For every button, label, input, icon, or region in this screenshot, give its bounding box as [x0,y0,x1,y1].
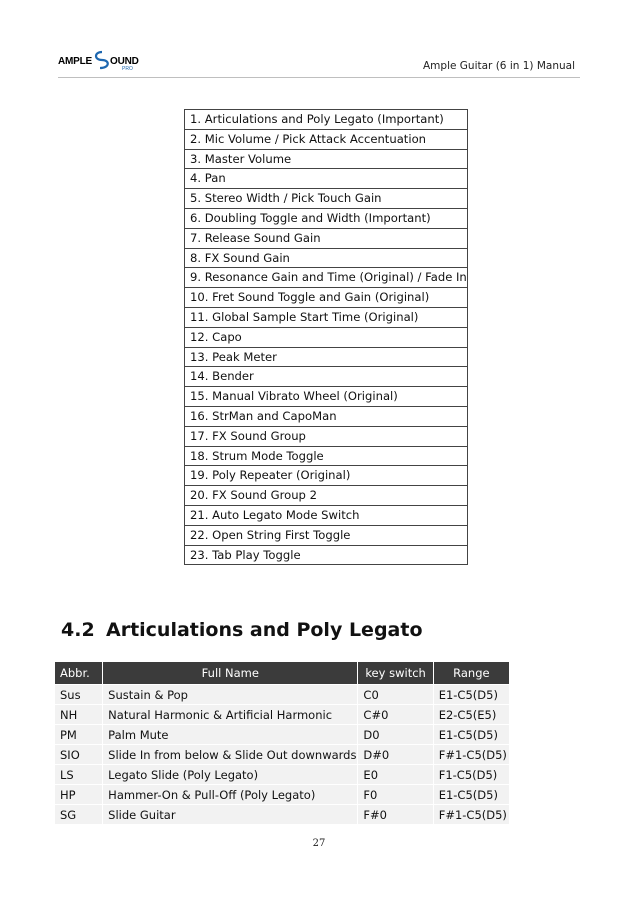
feature-list-item: 22. Open String First Toggle [185,525,468,545]
feature-list-item: 15. Manual Vibrato Wheel (Original) [185,387,468,407]
logo-word-right: OUND [110,56,139,67]
cell-abbr: LS [55,765,103,785]
ample-sound-logo [58,48,144,72]
feature-list-row [185,307,468,327]
table-row [55,785,510,805]
feature-list-item: 19. Poly Repeater (Original) [185,466,468,486]
column-header-abbr: Abbr. [55,662,103,685]
feature-list-item: 12. Capo [185,327,468,347]
logo-s-swoosh [96,52,108,68]
table-header-row [55,662,510,685]
cell-full-name: Legato Slide (Poly Legato) [103,765,358,785]
cell-abbr: NH [55,705,103,725]
feature-list-row [185,129,468,149]
articulations-table-head [55,662,510,685]
feature-list-row [185,446,468,466]
column-header-range: Range [433,662,509,685]
manual-title: Ample Guitar (6 in 1) Manual [423,60,575,72]
feature-list-row [185,149,468,169]
feature-list-row [185,228,468,248]
feature-list-item: 5. Stereo Width / Pick Touch Gain [185,189,468,209]
cell-key-switch: D0 [358,725,433,745]
cell-abbr: PM [55,725,103,745]
header-divider [58,77,580,78]
feature-list-row [185,288,468,308]
cell-full-name: Slide In from below & Slide Out downwards [103,745,358,765]
feature-list-row [185,545,468,565]
cell-range: E1-C5(D5) [433,685,509,705]
feature-list-row [185,486,468,506]
cell-range: E1-C5(D5) [433,785,509,805]
feature-list-row [185,169,468,189]
feature-list-row [185,268,468,288]
table-row [55,725,510,745]
cell-abbr: SG [55,805,103,825]
cell-full-name: Sustain & Pop [103,685,358,705]
table-row [55,765,510,785]
section-heading [61,619,423,641]
logo-word-left: AMPLE [58,56,93,67]
feature-list-row [185,387,468,407]
feature-list-item: 4. Pan [185,169,468,189]
feature-list-row [185,208,468,228]
cell-abbr: HP [55,785,103,805]
feature-list-row [185,189,468,209]
cell-key-switch: D#0 [358,745,433,765]
feature-list-item: 10. Fret Sound Toggle and Gain (Original) [185,288,468,308]
cell-range: F1-C5(D5) [433,765,509,785]
articulations-table [54,661,510,825]
feature-list-row [185,466,468,486]
feature-list-row [185,406,468,426]
feature-list-body [185,110,468,565]
feature-list-item: 3. Master Volume [185,149,468,169]
feature-list-item: 18. Strum Mode Toggle [185,446,468,466]
feature-list-item: 23. Tab Play Toggle [185,545,468,565]
table-row [55,805,510,825]
cell-key-switch: C#0 [358,705,433,725]
articulations-table-body [55,685,510,825]
feature-list-item: 6. Doubling Toggle and Width (Important) [185,208,468,228]
table-row [55,705,510,725]
cell-range: F#1-C5(D5) [433,805,509,825]
feature-list-item: 21. Auto Legato Mode Switch [185,505,468,525]
cell-full-name: Palm Mute [103,725,358,745]
feature-list-item: 17. FX Sound Group [185,426,468,446]
feature-list-item: 7. Release Sound Gain [185,228,468,248]
column-header-full-name: Full Name [103,662,358,685]
cell-key-switch: E0 [358,765,433,785]
feature-list-row [185,426,468,446]
cell-range: F#1-C5(D5) [433,745,509,765]
feature-list-row [185,525,468,545]
feature-list-item: 11. Global Sample Start Time (Original) [185,307,468,327]
cell-key-switch: F0 [358,785,433,805]
feature-list-row [185,505,468,525]
cell-range: E1-C5(D5) [433,725,509,745]
logo-graphic [58,48,144,72]
cell-key-switch: F#0 [358,805,433,825]
feature-list-row [185,347,468,367]
feature-list-table [184,109,468,565]
feature-list-row [185,248,468,268]
feature-list-item: 8. FX Sound Gain [185,248,468,268]
table-row [55,745,510,765]
section-title-text: Articulations and Poly Legato [106,619,423,641]
table-row [55,685,510,705]
feature-list-item: 9. Resonance Gain and Time (Original) / Fade In [185,268,468,288]
feature-list-item: 20. FX Sound Group 2 [185,486,468,506]
page-number: 27 [312,838,326,849]
cell-full-name: Slide Guitar [103,805,358,825]
cell-key-switch: C0 [358,685,433,705]
feature-list-row [185,367,468,387]
feature-list-row [185,327,468,347]
column-header-key-switch: key switch [358,662,433,685]
feature-list-item: 1. Articulations and Poly Legato (Important) [185,110,468,130]
feature-list-item: 2. Mic Volume / Pick Attack Accentuation [185,129,468,149]
cell-range: E2-C5(E5) [433,705,509,725]
feature-list-item: 16. StrMan and CapoMan [185,406,468,426]
cell-abbr: SIO [55,745,103,765]
cell-full-name: Natural Harmonic & Artificial Harmonic [103,705,358,725]
feature-list-item: 13. Peak Meter [185,347,468,367]
section-number: 4.2 [61,619,95,641]
feature-list-item: 14. Bender [185,367,468,387]
cell-full-name: Hammer-On & Pull-Off (Poly Legato) [103,785,358,805]
feature-list-row [185,110,468,130]
cell-abbr: Sus [55,685,103,705]
logo-tag: PRO [122,66,133,72]
